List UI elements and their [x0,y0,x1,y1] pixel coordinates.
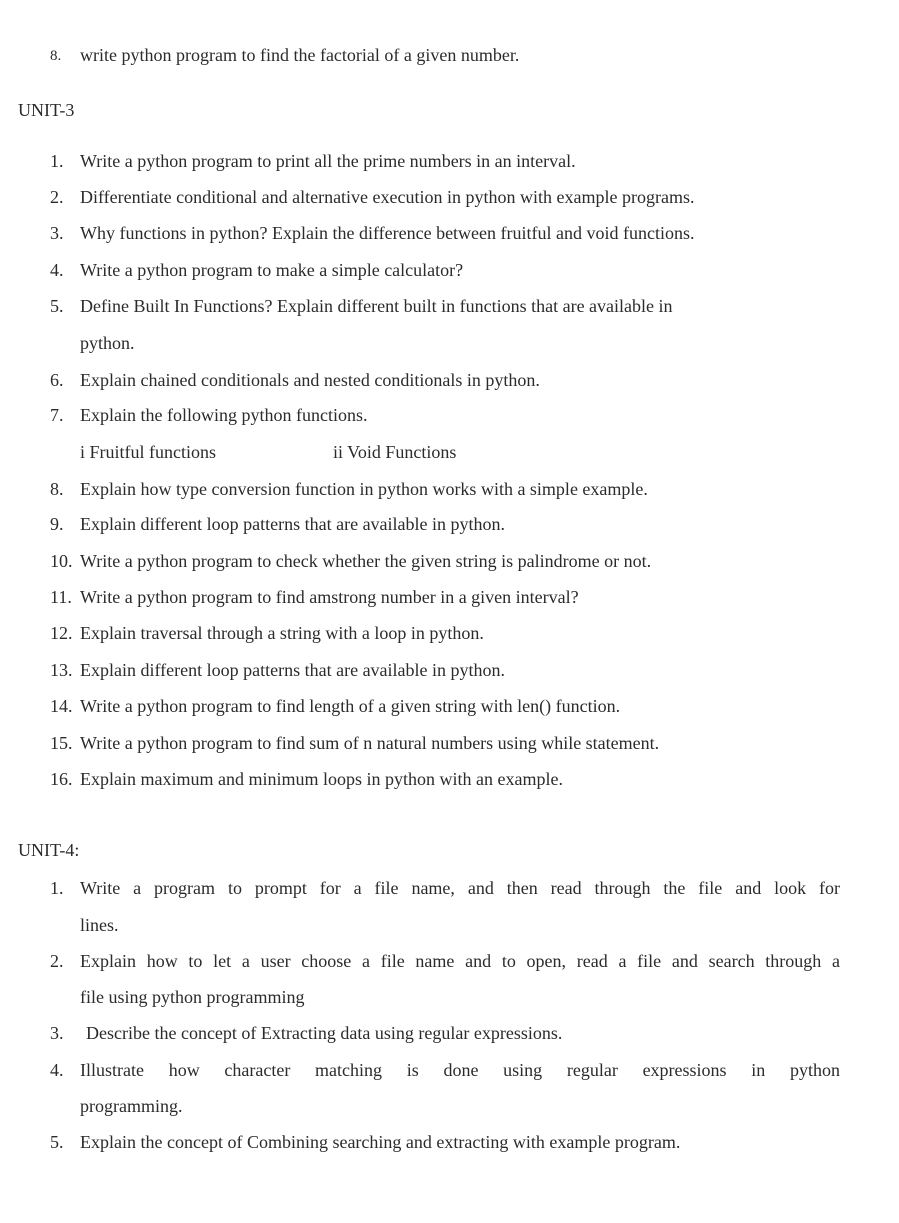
list-item-text: Write a python program to make a simple calculator? [80,260,464,280]
list-item-text: Write a python program to check whether the given string is palindrome or not. [80,551,652,571]
list-item-text: Describe the concept of Extracting data using regular expressions. [86,1023,563,1043]
list-item-text: Explain how to let a user choose a file name and to open, read a file and search through a [80,951,840,971]
list-item-number: 4. [50,1060,64,1080]
list-item-text: Explain the concept of Combining searching and extracting with example program. [80,1132,681,1152]
sub-item-void: ii Void Functions [333,442,457,462]
list-item-text: Why functions in python? Explain the difference between fruitful and void functions. [80,223,695,243]
list-item-number: 8. [50,48,62,64]
list-item-continuation: programming. [80,1096,183,1116]
list-item-continuation: lines. [80,915,119,935]
list-item-number: 8. [50,479,64,499]
list-item-text: Illustrate how character matching is done using regular expressions in python [80,1060,840,1080]
list-item-continuation: file using python programming [80,987,305,1007]
list-item-number: 4. [50,260,64,280]
list-item-text: Write a python program to find length of a given string with len() function. [80,696,621,716]
list-item-number: 1. [50,151,64,171]
list-item-text: Differentiate conditional and alternative execution in python with example programs. [80,187,695,207]
list-item-continuation: python. [80,333,135,353]
list-item-text: write python program to find the factorial of a given number. [80,45,520,65]
list-item-text: Define Built In Functions? Explain different built in functions that are available in [80,296,673,316]
list-item-text: Write a python program to find sum of n natural numbers using while statement. [80,733,660,753]
list-item-number: 6. [50,370,64,390]
list-item-text: Write a program to prompt for a file name, and then read through the file and look for [80,878,840,898]
list-item-number: 16. [50,769,73,789]
list-item-number: 9. [50,514,64,534]
list-item-text: Explain how type conversion function in python works with a simple example. [80,479,648,499]
unit-4-heading: UNIT-4: [18,840,80,860]
list-item-text: Explain different loop patterns that are available in python. [80,660,506,680]
list-item-number: 5. [50,296,64,316]
list-item-number: 10. [50,551,73,571]
list-item-text: Explain the following python functions. [80,405,368,425]
list-item-number: 2. [50,951,64,971]
list-item-number: 13. [50,660,73,680]
list-item-number: 3. [50,1023,64,1043]
sub-item-fruitful: i Fruitful functions [80,442,216,462]
list-item-number: 14. [50,696,73,716]
list-item-number: 1. [50,878,64,898]
list-item-number: 11. [50,587,72,607]
list-item-number: 12. [50,623,73,643]
list-item-number: 7. [50,405,64,425]
list-item-number: 2. [50,187,64,207]
unit-3-heading: UNIT-3 [18,100,75,120]
list-item-number: 3. [50,223,64,243]
list-item-number: 15. [50,733,73,753]
list-item-text: Write a python program to find amstrong number in a given interval? [80,587,579,607]
list-item-number: 5. [50,1132,64,1152]
list-item-text: Explain maximum and minimum loops in python with an example. [80,769,563,789]
list-item-text: Explain different loop patterns that are available in python. [80,514,506,534]
list-item-text: Explain traversal through a string with a loop in python. [80,623,484,643]
list-item-text: Write a python program to print all the prime numbers in an interval. [80,151,576,171]
list-item-text: Explain chained conditionals and nested conditionals in python. [80,370,540,390]
